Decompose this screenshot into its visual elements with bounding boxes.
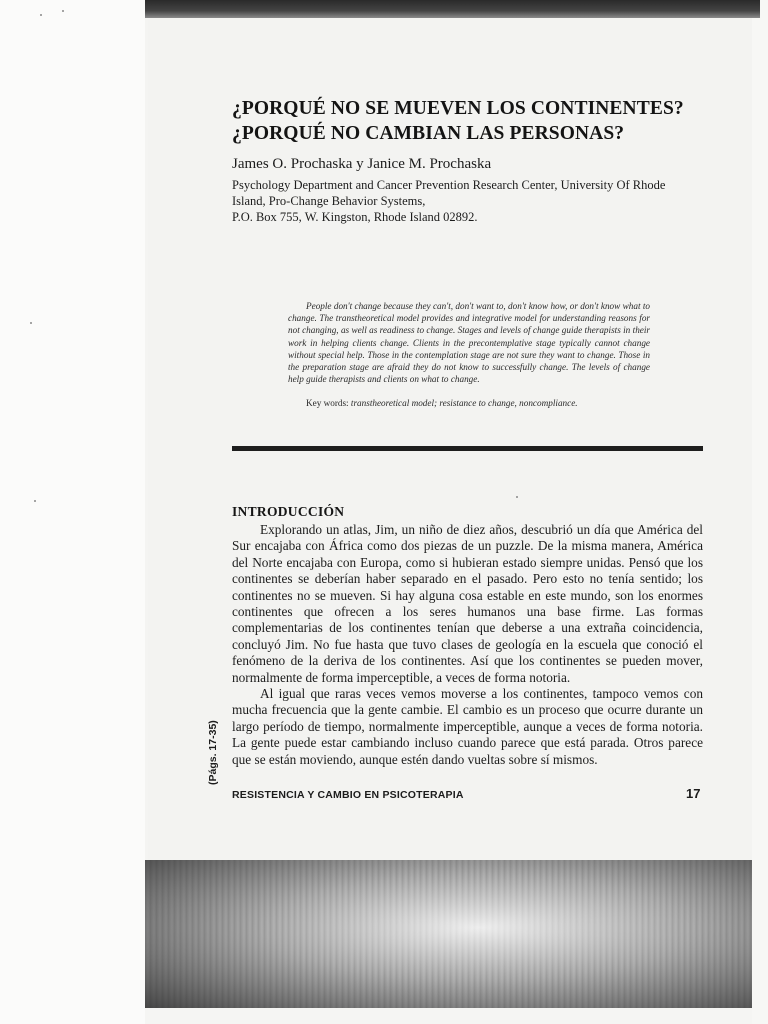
affiliation: [232, 177, 702, 225]
title-line-1: ¿PORQUÉ NO SE MUEVEN LOS CONTINENTES?: [232, 98, 684, 119]
affiliation-line-2: Island, Pro-Change Behavior Systems,: [232, 194, 426, 208]
abstract-text: People don't change because they can't, don't want to, don't know how, or don't know what to change. The transtheoretical model provides and integrative model for understanding reasons for not changing, as well as readiness to change. Stages and levels of change guide therapists in their work in helping clients change. Clients in the precontemplative stage typically cannot change without special help. Those in the contemplation stage are not sure they want to change. Those in the preparation stage are afraid they do not know to successfully change. The levels of change help guide therapists and clients on what to change.: [288, 301, 650, 385]
paragraph-1: Explorando un atlas, Jim, un niño de diez años, descubrió un día que América del Sur encajaba con África como dos piezas de un puzzle. De la misma manera, América del Norte encajaba con Europa, como si hubieran estado siempre unidas. Pensó que los continentes se deberían haber separado en el pasado. Pero esto no tenía sentido; los continentes no se mueven. Si hay alguna cosa estable en este mundo, son los enormes continentes que ofrecen a los seres humanos una base firme. Las formas complementarias de los continentes tenían que deberse a una extraña coincidencia, concluyó Jim. No fue hasta que tuvo clases de geología en la escuela que conoció el fenómeno de la deriva de los continentes. Así que los continentes se pueden mover, normalmente de forma imperceptible, a veces de forma notoria.: [232, 522, 703, 685]
scan-speck: [40, 14, 42, 16]
page-range: (Págs. 17-35): [207, 720, 219, 785]
scan-speck: [30, 322, 32, 324]
page-number: 17: [686, 786, 701, 801]
keywords-values: transtheoretical model; resistance to change, noncompliance.: [350, 398, 578, 408]
affiliation-line-1: Psychology Department and Cancer Prevention Research Center, University Of Rhode: [232, 178, 666, 192]
section-divider: [232, 446, 703, 451]
scan-speck: [34, 500, 36, 502]
scan-speck: [516, 496, 518, 498]
journal-name: RESISTENCIA Y CAMBIO EN PSICOTERAPIA: [232, 789, 464, 801]
scan-left-margin: [0, 0, 145, 1024]
keywords-label: Key words:: [306, 398, 349, 408]
authors: James O. Prochaska y Janice M. Prochaska: [232, 156, 492, 172]
paragraph-2: Al igual que raras veces vemos moverse a los continentes, tampoco vemos con mucha frecuencia que la gente cambie. El cambio es un proceso que ocurre durante un largo período de tiempo, normalmente imperceptible, aunque a veces de forma notoria. La gente puede estar cambiando incluso cuando parece que está parada. Otros parece que se están moviendo, aunque estén dando vueltas sobre sí mismos.: [232, 686, 703, 767]
title-line-2: ¿PORQUÉ NO CAMBIAN LAS PERSONAS?: [232, 123, 625, 144]
affiliation-line-3: P.O. Box 755, W. Kingston, Rhode Island 02892.: [232, 210, 478, 224]
article-title: [232, 96, 732, 146]
section-heading: INTRODUCCIÓN: [232, 504, 345, 519]
body-text: [232, 522, 703, 768]
scan-speck: [62, 10, 64, 12]
keywords: [306, 398, 666, 408]
scan-bottom-shadow: [145, 860, 752, 1010]
scan-right-margin: [752, 0, 768, 1024]
scan-top-shadow: [145, 0, 760, 18]
abstract: [288, 300, 650, 385]
scan-bottom-edge: [145, 1008, 752, 1024]
